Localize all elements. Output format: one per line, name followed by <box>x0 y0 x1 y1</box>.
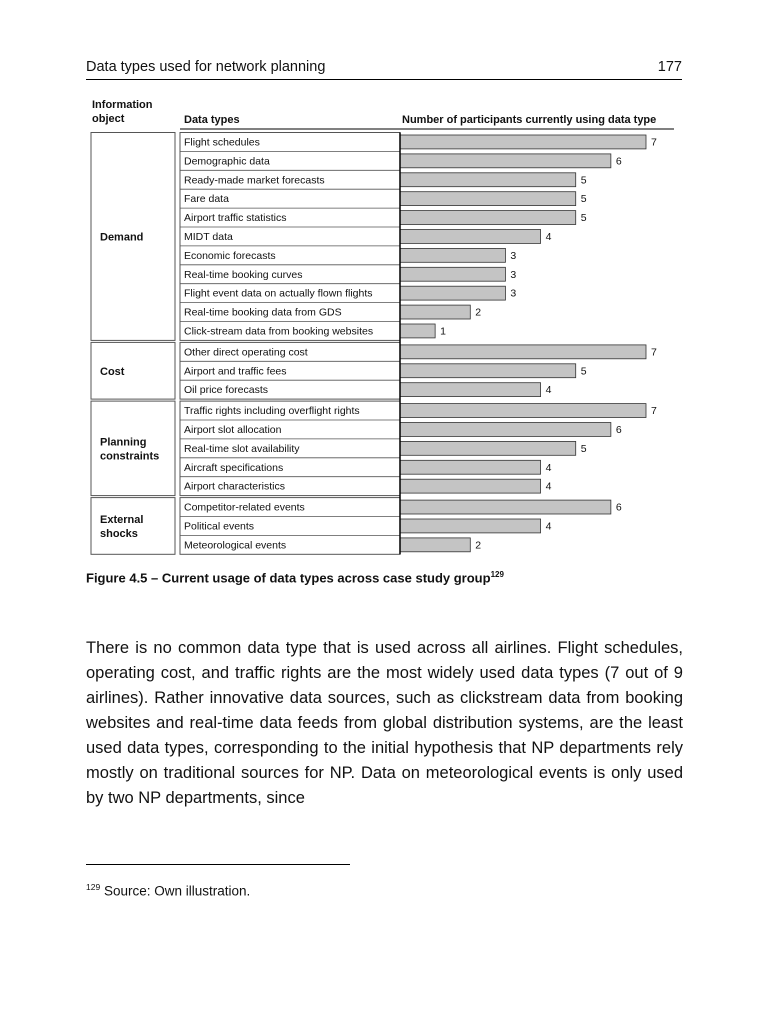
data-type-label: Other direct operating cost <box>184 346 308 359</box>
bar <box>400 423 611 437</box>
bar-value-label: 6 <box>615 155 622 168</box>
footnote-text: Source: Own illustration. <box>100 883 251 899</box>
caption-text: Figure 4.5 – Current usage of data types across case study group <box>86 570 491 586</box>
bar <box>400 364 576 378</box>
bar-value-label: 3 <box>510 249 517 262</box>
footnote-number: 129 <box>86 882 101 892</box>
bar-value-label: 7 <box>651 136 657 149</box>
bar-value-label: 1 <box>440 325 446 338</box>
bar-value-label: 3 <box>510 287 517 300</box>
body-paragraph: There is no common data type that is used across all airlines. Flight schedules, operating cost, and traffic rights are the most widely used data types (7 out of 9 airlines). Rather innovative data sources, such as clickstream data from booking websites and real-time data feeds from global distribution systems, are the least used data types, corresponding to the initial hypothesis that NP departments rely mostly on traditional sources for NP. Data on meteorological events is only used by two NP departments, since <box>86 639 683 807</box>
group-label-planning-constraints-line2: constraints <box>100 450 160 463</box>
figure-caption <box>86 570 504 585</box>
header-data-types: Data types <box>184 114 240 126</box>
group-label-demand: Demand <box>100 231 144 244</box>
data-type-label: Aircraft specifications <box>184 461 284 474</box>
bar <box>400 305 470 319</box>
bar-value-label: 5 <box>580 365 587 378</box>
bar-value-label: 7 <box>651 346 657 359</box>
bar-value-label: 6 <box>615 501 622 514</box>
data-type-label: Flight event data on actually flown flights <box>184 287 373 300</box>
bar <box>400 267 505 281</box>
data-type-label: Traffic rights including overflight rights <box>184 405 360 418</box>
bar-value-label: 4 <box>545 384 552 397</box>
data-type-label: Click-stream data from booking websites <box>184 325 374 338</box>
data-type-label: Airport traffic statistics <box>184 212 287 225</box>
bar-value-label: 4 <box>545 461 552 474</box>
header-count: Number of participants currently using data type <box>402 114 657 126</box>
data-type-label: Ready-made market forecasts <box>184 174 325 187</box>
bar <box>400 441 576 455</box>
running-header <box>86 57 682 80</box>
group-label-external-shocks-line1: External <box>100 513 144 526</box>
bar-value-label: 4 <box>545 520 552 533</box>
bar <box>400 345 646 359</box>
bar <box>400 286 505 300</box>
bar <box>400 460 541 474</box>
data-type-label: Real-time slot availability <box>184 442 300 455</box>
bar <box>400 538 470 552</box>
bar <box>400 248 505 262</box>
data-type-label: Airport slot allocation <box>184 424 282 436</box>
group-label-planning-constraints-line1: Planning <box>100 436 147 449</box>
bar-value-label: 6 <box>615 424 622 436</box>
data-type-label: Competitor-related events <box>184 501 305 514</box>
bar <box>400 173 576 187</box>
data-usage-chart <box>88 95 688 555</box>
page-number: 177 <box>657 59 682 75</box>
header-info-object-line1: Information <box>92 99 153 111</box>
bar <box>400 479 541 493</box>
data-type-label: Demographic data <box>184 155 270 168</box>
bar-value-label: 4 <box>545 480 552 493</box>
group-label-cost: Cost <box>100 365 125 378</box>
bar <box>400 230 541 244</box>
data-type-label: Real-time booking curves <box>184 268 303 281</box>
data-type-label: Oil price forecasts <box>184 384 269 397</box>
data-type-label: Airport and traffic fees <box>184 365 287 378</box>
footnote <box>86 882 250 899</box>
bar-value-label: 5 <box>580 174 587 187</box>
bar <box>400 404 646 418</box>
data-type-label: Flight schedules <box>184 136 260 149</box>
bar-value-label: 7 <box>651 405 657 418</box>
bar-value-label: 5 <box>580 442 587 455</box>
bar-value-label: 4 <box>545 231 552 243</box>
caption-footnote-ref: 129 <box>490 570 504 579</box>
data-type-label: Airport characteristics <box>184 480 285 493</box>
bar <box>400 519 541 533</box>
bar-value-label: 3 <box>510 268 517 281</box>
footnote-divider <box>86 864 350 865</box>
data-type-label: Meteorological events <box>184 539 287 552</box>
bar <box>400 154 611 168</box>
data-type-label: Political events <box>184 520 255 533</box>
bar <box>400 383 541 397</box>
bar <box>400 211 576 225</box>
data-type-label: Fare data <box>184 193 229 206</box>
bar-value-label: 2 <box>475 306 482 319</box>
bar <box>400 500 611 514</box>
bar-value-label: 2 <box>475 539 482 552</box>
bar-value-label: 5 <box>580 212 587 225</box>
running-title: Data types used for network planning <box>86 59 326 75</box>
data-type-label: MIDT data <box>184 231 233 243</box>
data-type-label: Economic forecasts <box>184 249 276 262</box>
bar <box>400 324 435 338</box>
data-type-label: Real-time booking data from GDS <box>184 306 342 319</box>
group-label-external-shocks-line2: shocks <box>100 527 138 540</box>
bar <box>400 135 646 149</box>
header-info-object-line2: object <box>92 113 125 125</box>
bar <box>400 192 576 206</box>
bar-value-label: 5 <box>580 193 587 206</box>
